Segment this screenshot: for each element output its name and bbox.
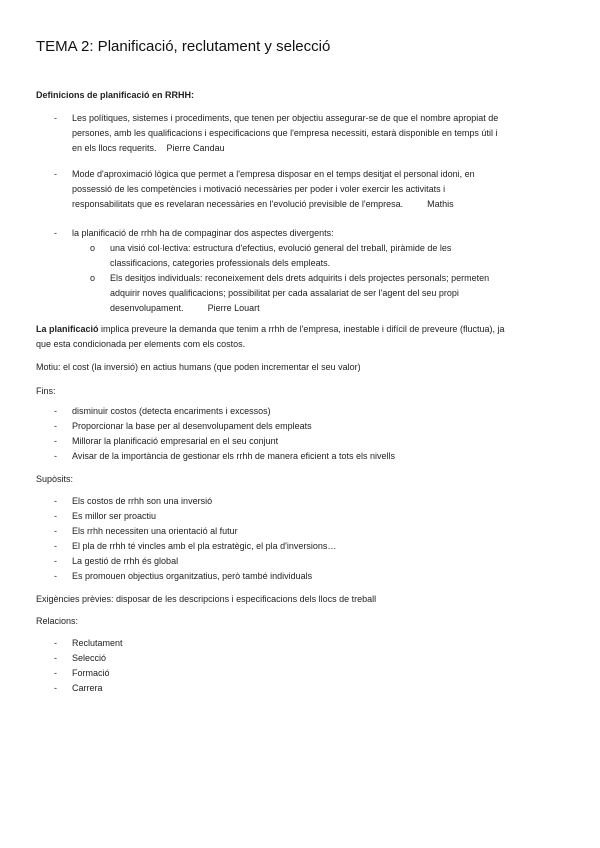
fins-item: Millorar la planificació empresarial en el seu conjunt <box>72 436 279 446</box>
definition-line: responsabilitats que es revelaran necessàries en l'evolució previsible de l'empresa. <box>72 199 404 209</box>
planning-bold: La planificació <box>36 324 99 334</box>
bullet-marker: o <box>90 273 96 283</box>
dash-marker: - <box>54 436 57 446</box>
bullet-line: classificacions, categories professionals dels empleats. <box>110 258 331 268</box>
fins-item: disminuir costos (detecta encariments i excessos) <box>72 406 271 416</box>
planning-line: implica preveure la demanda que tenim a rrhh de l'empresa, inestable i difícil de preveure (fluctua), ja <box>98 324 505 334</box>
page-title: TEMA 2: Planificació, reclutament y selecció <box>36 38 331 55</box>
definition-line: la planificació de rrhh ha de compaginar dos aspectes divergents: <box>72 228 334 238</box>
dash-marker: - <box>54 571 57 581</box>
dash-marker: - <box>54 526 57 536</box>
relacions-item: Formació <box>72 668 110 678</box>
definition-line: Mode d'aproximació lògica que permet a l'empresa disposar en el temps desitjat el personal idoni, en <box>72 169 475 179</box>
dash-marker: - <box>54 668 57 678</box>
bullet-line: adquirir noves qualificacions; possibilitat per cada assalariat de ser l'agent del seu propi <box>110 288 459 298</box>
relacions-item: Carrera <box>72 683 103 693</box>
dash-marker: - <box>54 406 57 416</box>
definition-line: possessió de les competències i motivació necessàries per poder i voler exercir les activitats i <box>72 184 446 194</box>
definition-line: en els llocs requerits. <box>72 143 157 153</box>
dash-marker: - <box>54 638 57 648</box>
dash-marker: - <box>54 113 57 123</box>
relacions-item: Reclutament <box>72 638 123 648</box>
bullet-line: Els desitjos individuals: reconeixement dels drets adquirits i dels projectes personals; permeten <box>110 273 490 283</box>
planning-line: que esta condicionada per elements com els costos. <box>36 339 246 349</box>
dash-marker: - <box>54 556 57 566</box>
fins-item: Proporcionar la base per al desenvolupament dels empleats <box>72 421 312 431</box>
suposits-item: Els costos de rrhh son una inversió <box>72 496 213 506</box>
dash-marker: - <box>54 683 57 693</box>
definition-author: Pierre Candau <box>166 143 225 153</box>
dash-marker: - <box>54 421 57 431</box>
dash-marker: - <box>54 169 57 179</box>
bullet-line: desenvolupament. <box>110 303 184 313</box>
bullet-marker: o <box>90 243 96 253</box>
suposits-item: Es promouen objectius organitzatius, però també individuals <box>72 571 313 581</box>
dash-marker: - <box>54 511 57 521</box>
dash-marker: - <box>54 228 57 238</box>
planning-paragraph <box>36 322 566 352</box>
dash-marker: - <box>54 653 57 663</box>
definitions-heading: Definicions de planificació en RRHH: <box>36 90 195 100</box>
dash-marker: - <box>54 496 57 506</box>
suposits-item: Es millor ser proactiu <box>72 511 157 521</box>
motiu-text: Motiu: el cost (la inversió) en actius humans (que poden incrementar el seu valor) <box>36 362 361 372</box>
dash-marker: - <box>54 541 57 551</box>
dash-marker: - <box>54 451 57 461</box>
bullet-author: Pierre Louart <box>207 303 260 313</box>
suposits-item: La gestió de rrhh és global <box>72 556 179 566</box>
suposits-item: Els rrhh necessiten una orientació al futur <box>72 526 238 536</box>
exigencies-text: Exigències prèvies: disposar de les descripcions i especificacions dels llocs de treball <box>36 594 377 604</box>
suposits-item: El pla de rrhh té vincles amb el pla estratègic, el pla d'inversions… <box>72 541 337 551</box>
suposits-heading: Supòsits: <box>36 474 74 484</box>
relacions-item: Selecció <box>72 653 107 663</box>
relacions-heading: Relacions: <box>36 616 79 626</box>
fins-item: Avisar de la importància de gestionar els rrhh de manera eficient a tots els nivells <box>72 451 395 461</box>
fins-heading: Fins: <box>36 386 56 396</box>
definition-line: persones, amb les qualificacions i especificacions que l'empresa necessiti, estarà disponible en temps útil i <box>72 128 498 138</box>
bullet-line: una visió col·lectiva: estructura d'efectius, evolució general del treball, piràmide de les <box>110 243 452 253</box>
definition-author: Mathis <box>427 199 454 209</box>
definition-line: Les polítiques, sistemes i procediments, que tenen per objectiu assegurar-se de que el nombre apropiat de <box>72 113 499 123</box>
